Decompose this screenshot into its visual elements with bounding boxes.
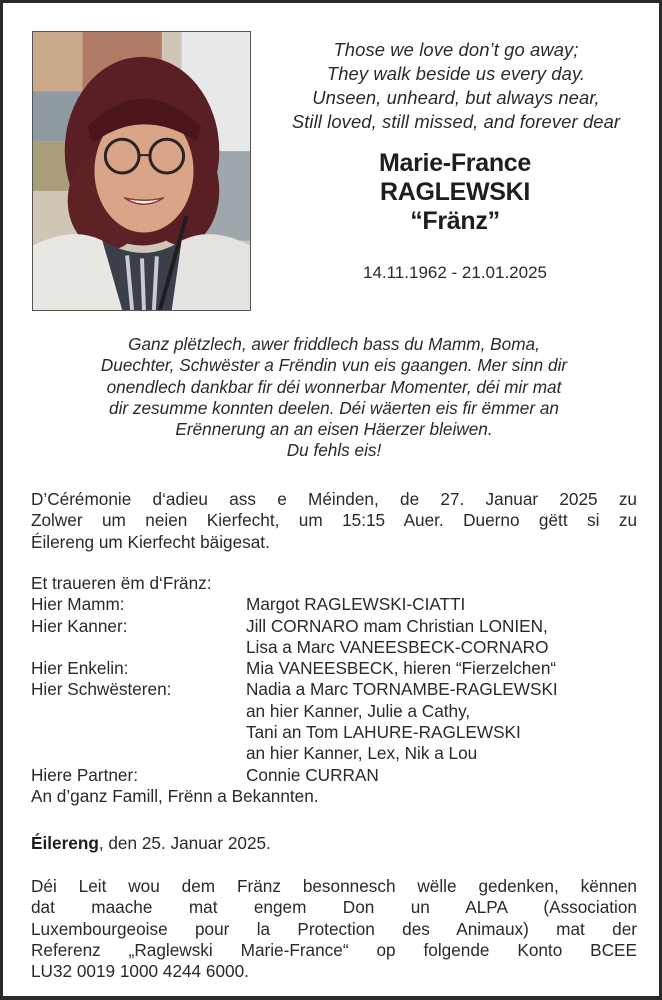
portrait-image [33, 32, 250, 310]
ceremony-line: D’Cérémonie d‘adieu ass e Méinden, de 27. Januar 2025 zu [31, 489, 637, 509]
ceremony-info [31, 489, 637, 553]
life-dates: 14.11.1962 - 21.01.2025 [362, 263, 547, 282]
tribute-line: Duechter, Schwëster a Frëndin vun eis gaangen. Mer sinn dir [100, 355, 568, 376]
mourner-relation: Hiere Partner: [31, 764, 138, 785]
poem-line: Those we love don’t go away; [333, 39, 579, 60]
poem-line: They walk beside us every day. [326, 63, 586, 84]
mourner-relation [31, 637, 246, 658]
mourners-list [31, 573, 637, 807]
mourner-relation [31, 743, 246, 764]
mourner-row [31, 658, 637, 679]
mourner-row [31, 679, 637, 700]
mourner-relation: Hier Kanner: [31, 615, 128, 636]
mourner-names: Mia VANEESBECK, hieren “Fierzelchen“ [246, 658, 557, 679]
tribute-line: Du fehls eis! [286, 440, 382, 461]
mourner-relation [31, 722, 246, 743]
ceremony-line: Éilereng um Kierfecht bäigesat. [31, 531, 270, 552]
mourner-names: an hier Kanner, Julie a Cathy, [246, 700, 471, 721]
mourner-names: Jill CORNARO mam Christian LONIEN, [246, 615, 548, 636]
donation-line: LU32 0019 1000 4244 6000. [31, 961, 249, 982]
mourner-relation: Hier Schwësteren: [31, 679, 172, 700]
donation-line: Déi Leit wou dem Fränz besonnesch wëlle gedenken, kënnen [31, 876, 637, 896]
mourner-row [31, 743, 637, 764]
nickname: “Fränz” [410, 207, 500, 235]
mourners-intro: Et traueren ëm d‘Fränz: [31, 573, 212, 593]
first-name: Marie-France [378, 149, 531, 177]
mourner-relation [31, 701, 246, 722]
donation-line: Luxembourgeoise pour la Protection des Animaux) mat der [31, 918, 637, 939]
mourner-names: Margot RAGLEWSKI-CIATTI [246, 594, 466, 615]
mourner-row [31, 616, 637, 637]
mourner-row [31, 701, 637, 722]
mourner-names: Connie CURRAN [246, 764, 379, 785]
last-name: RAGLEWSKI [379, 178, 531, 206]
poem-line: Still loved, still missed, and forever dear [291, 111, 621, 132]
mourner-names: Lisa a Marc VANEESBECK-CORNARO [246, 636, 549, 657]
mourners-closing: An d’ganz Famill, Frënn a Bekannten. [31, 785, 319, 806]
tribute-line: Erënnerung an an eisen Häerzer bleiwen. [175, 419, 493, 440]
donation-info [31, 876, 637, 982]
tribute-line: onendlech dankbar fir déi wonnerbar Momenter, déi mir mat [106, 376, 562, 397]
place-name: Éilereng [31, 833, 99, 853]
mourner-names: an hier Kanner, Lex, Nik a Lou [246, 743, 478, 764]
mourner-names: Tani an Tom LAHURE-RAGLEWSKI [246, 722, 521, 743]
donation-line: Referenz „Raglewski Marie-France“ op folgende Konto BCEE [31, 939, 637, 960]
mourner-names: Nadia a Marc TORNAMBE-RAGLEWSKI [246, 679, 558, 700]
tribute-line: Ganz plëtzlech, awer friddlech bass du Mamm, Boma, [128, 334, 540, 354]
poem-line: Unseen, unheard, but always near, [312, 87, 600, 108]
mourner-row [31, 594, 637, 615]
ceremony-line: Zolwer um neien Kierfecht, um 15:15 Auer. Duerno gëtt si zu [31, 510, 637, 531]
notice-date: , den 25. Januar 2025. [98, 833, 271, 853]
portrait-photo [32, 31, 251, 311]
mourner-row [31, 722, 637, 743]
tribute-text [25, 334, 643, 462]
donation-line: dat maache mat engem Don un ALPA (Association [31, 897, 637, 918]
tribute-line: dir zesumme konnten deelen. Déi wäerten eis fir ëmmer an [109, 397, 559, 418]
poem [255, 38, 657, 134]
place-date [31, 833, 637, 854]
mourner-row [31, 765, 637, 786]
mourner-relation: Hier Mamm: [31, 594, 125, 615]
mourner-relation: Hier Enkelin: [31, 658, 129, 679]
mourner-row [31, 637, 637, 658]
deceased-name [295, 149, 615, 236]
